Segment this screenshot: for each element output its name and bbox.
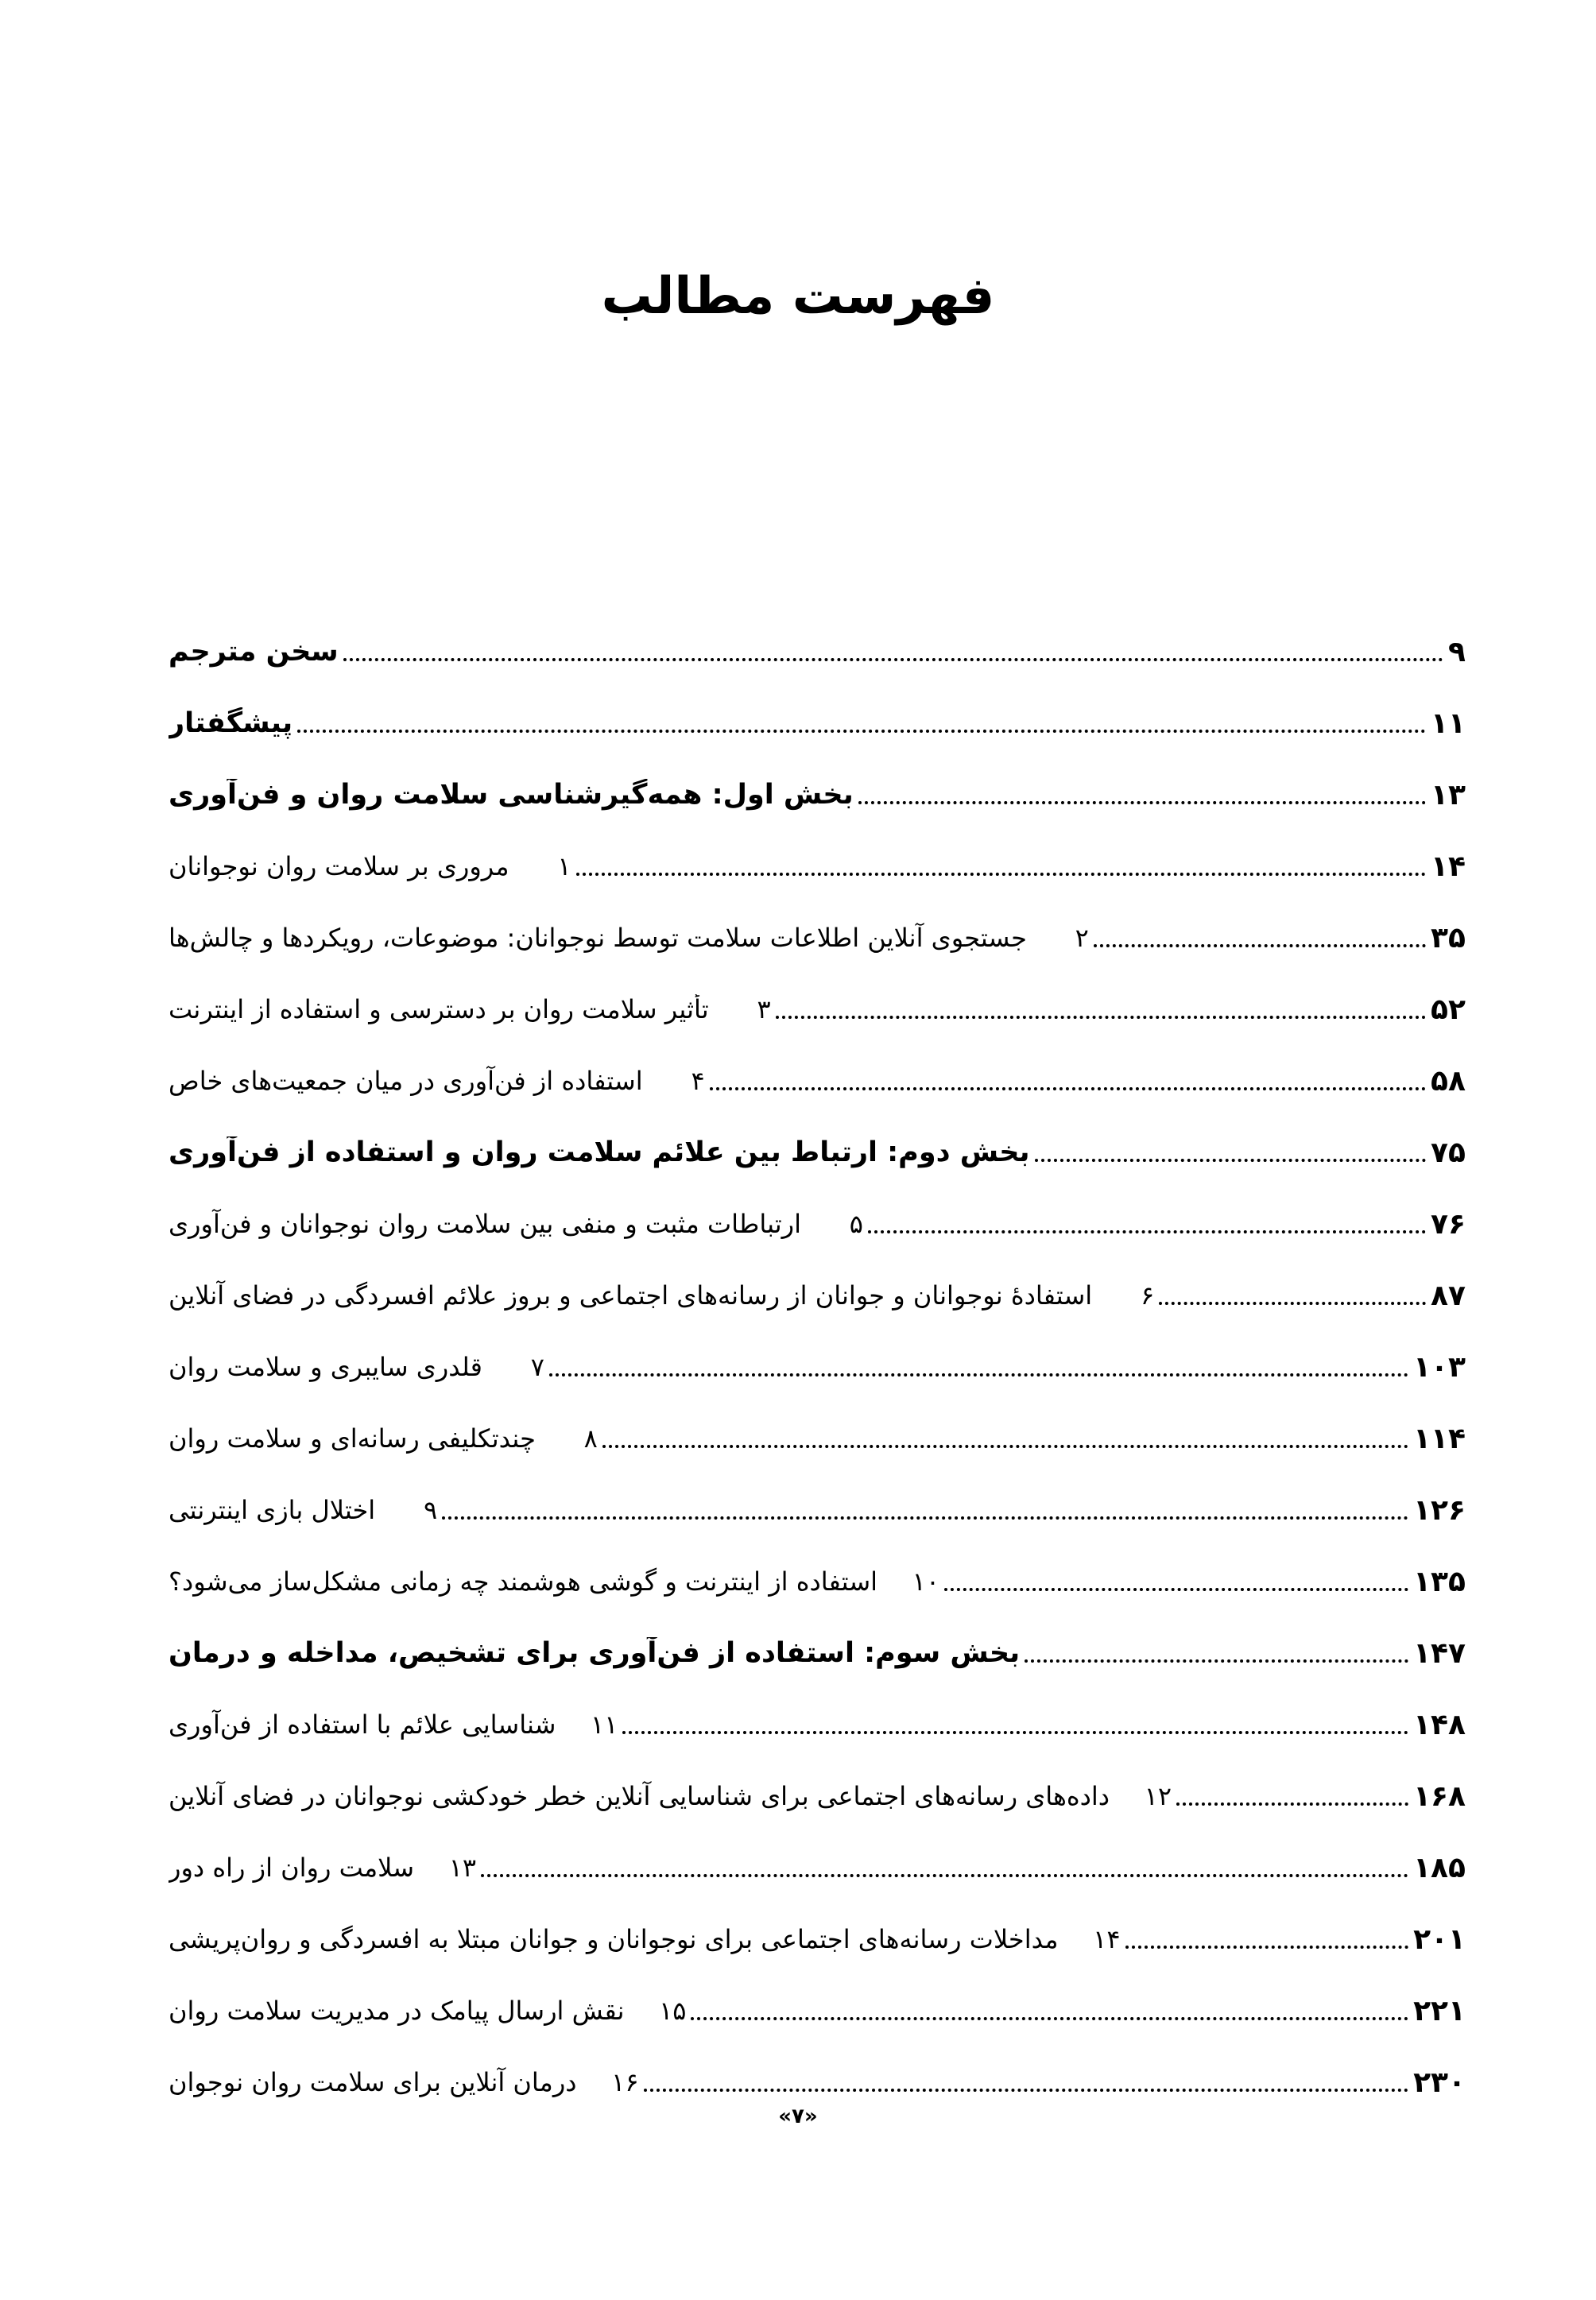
toc-entry-label [169, 1710, 618, 1740]
toc-entry-title: اختلال بازی اینترنتی [169, 1495, 376, 1525]
chapter-number: ۱ [557, 851, 571, 881]
toc-entry-title: قلدری سایبری و سلامت روان [169, 1352, 482, 1382]
page-number-footer: «۷» [778, 2104, 818, 2128]
toc-entry-title: بخش دوم: ارتباط بین علائم سلامت روان و استفاده از فن‌آوری [169, 1136, 1030, 1168]
toc-page-number: ۷۶ [1431, 1207, 1466, 1241]
toc-chapter-entry [169, 831, 1466, 902]
chapter-number: ۶ [1140, 1280, 1155, 1311]
toc-page-number: ۹ [1448, 635, 1466, 668]
dot-leader [442, 1516, 1408, 1520]
dot-leader [622, 1731, 1408, 1734]
toc-entry-label [169, 1423, 598, 1454]
toc-entry-label [169, 1781, 1172, 1811]
dot-leader [576, 873, 1426, 876]
chapter-number: ۱۰ [912, 1566, 940, 1597]
toc-entry-title: استفاده از اینترنت و گوشی هوشمند چه زمانی مشکل‌ساز می‌شود؟ [169, 1566, 878, 1597]
dot-leader [1176, 1802, 1408, 1806]
dot-leader [644, 2089, 1409, 2092]
chapter-number: ۲ [1075, 923, 1089, 953]
chapter-number: ۴ [691, 1066, 705, 1096]
toc-chapter-entry [169, 1832, 1466, 1903]
dot-leader [297, 730, 1426, 733]
toc-chapter-entry [169, 1975, 1466, 2046]
toc-chapter-entry [169, 1045, 1466, 1117]
page-title: فهرست مطالب [601, 266, 995, 326]
toc-entry-title: درمان آنلاین برای سلامت روان نوجوان [169, 2067, 577, 2097]
dot-leader [343, 658, 1443, 661]
toc-entry-title: پیشگفتار [169, 707, 293, 739]
toc-chapter-entry [169, 1903, 1466, 1975]
dot-leader [868, 1230, 1426, 1233]
toc-entry-label [169, 923, 1089, 953]
chapter-number: ۸ [583, 1423, 598, 1454]
toc-section-entry [169, 1117, 1466, 1188]
toc-page-number: ۱۴۷ [1413, 1636, 1466, 1670]
toc-entry-label [169, 1853, 476, 1883]
toc-entry-title: تأثیر سلامت روان بر دسترسی و استفاده از اینترنت [169, 994, 709, 1024]
toc-chapter-entry [169, 1260, 1466, 1331]
toc-entry-label [169, 636, 339, 668]
toc-entry-label [169, 851, 571, 881]
toc-entry-label [169, 1924, 1121, 1954]
toc-chapter-entry [169, 1689, 1466, 1760]
toc-page-number: ۵۸ [1431, 1064, 1466, 1098]
toc-page-number: ۱۱۴ [1413, 1422, 1466, 1455]
toc-entry-title: مروری بر سلامت روان نوجوانان [169, 851, 509, 881]
toc-entry-title: چندتکلیفی رسانه‌ای و سلامت روان [169, 1423, 536, 1454]
toc-entry-label [169, 1495, 437, 1525]
toc-entry-title: نقش ارسال پیامک در مدیریت سلامت روان [169, 1996, 625, 2026]
toc-entry-title: استفادهٔ نوجوانان و جوانان از رسانه‌های اجتماعی و بروز علائم افسردگی در فضای آنلاین [169, 1280, 1093, 1311]
toc-entry-title: سخن مترجم [169, 636, 339, 668]
toc-page-number: ۲۳۰ [1413, 2066, 1466, 2099]
toc-page-number: ۸۷ [1431, 1279, 1466, 1312]
toc-page-number: ۱۳۵ [1413, 1565, 1466, 1598]
dot-leader [1094, 944, 1426, 947]
toc-entry-title: مداخلات رسانه‌های اجتماعی برای نوجوانان و جوانان مبتلا به افسردگی و روان‌پریشی [169, 1924, 1059, 1954]
toc-chapter-entry [169, 902, 1466, 974]
toc-page-number: ۲۰۱ [1413, 1922, 1466, 1956]
chapter-number: ۱۶ [611, 2067, 639, 2097]
dot-leader [858, 801, 1426, 804]
toc-entry-label [169, 994, 771, 1024]
toc-section-entry [169, 687, 1466, 759]
toc-page-number: ۱۴۸ [1413, 1708, 1466, 1741]
toc-entry-title: بخش سوم: استفاده از فن‌آوری برای تشخیص، مداخله و درمان [169, 1637, 1021, 1669]
chapter-number: ۱۲ [1144, 1781, 1172, 1811]
toc-entry-title: استفاده از فن‌آوری در میان جمعیت‌های خاص [169, 1066, 643, 1096]
dot-leader [1125, 1946, 1409, 1949]
toc-chapter-entry [169, 1331, 1466, 1403]
toc-entry-label [169, 1280, 1154, 1311]
toc-entry-title: ارتباطات مثبت و منفی بین سلامت روان نوجوانان و فن‌آوری [169, 1209, 801, 1239]
toc-chapter-entry [169, 1188, 1466, 1260]
toc-section-entry [169, 759, 1466, 831]
toc-entry-title: جستجوی آنلاین اطلاعات سلامت توسط نوجوانان: موضوعات، رویکردها و چالش‌ها [169, 923, 1027, 953]
dot-leader [549, 1373, 1408, 1377]
dot-leader [710, 1087, 1426, 1090]
dot-leader [1025, 1659, 1408, 1663]
toc-entry-label [169, 1352, 544, 1382]
toc-page-number: ۱۱ [1431, 707, 1466, 740]
toc-section-entry [169, 616, 1466, 687]
table-of-contents [169, 616, 1466, 2118]
chapter-number: ۷ [530, 1352, 544, 1382]
chapter-number: ۱۱ [591, 1710, 618, 1740]
toc-chapter-entry [169, 1546, 1466, 1617]
chapter-number: ۱۵ [659, 1996, 687, 2026]
toc-chapter-entry [169, 1760, 1466, 1832]
chapter-number: ۳ [757, 994, 771, 1024]
dot-leader [944, 1588, 1408, 1591]
toc-chapter-entry [169, 974, 1466, 1045]
toc-page-number: ۱۴ [1431, 850, 1466, 883]
chapter-number: ۵ [849, 1209, 863, 1239]
toc-chapter-entry [169, 1403, 1466, 1474]
toc-page-number: ۱۲۶ [1413, 1493, 1466, 1527]
toc-entry-label [169, 1209, 863, 1239]
toc-entry-label [169, 707, 292, 739]
toc-entry-label [169, 1136, 1030, 1168]
toc-entry-label [169, 2067, 639, 2097]
toc-page-number: ۱۶۸ [1413, 1779, 1466, 1813]
chapter-number: ۱۳ [448, 1853, 477, 1883]
dot-leader [1035, 1159, 1426, 1162]
toc-page-number: ۱۳ [1431, 778, 1466, 811]
toc-entry-label [169, 1566, 939, 1597]
dot-leader [602, 1445, 1408, 1448]
toc-page-number: ۱۰۳ [1413, 1350, 1466, 1384]
toc-entry-label [169, 779, 854, 811]
toc-entry-label [169, 1996, 686, 2026]
toc-page-number: ۷۵ [1431, 1136, 1466, 1169]
toc-entry-label [169, 1637, 1020, 1669]
chapter-number: ۹ [423, 1495, 438, 1525]
toc-page-number: ۱۸۵ [1413, 1851, 1466, 1884]
toc-entry-title: شناسایی علائم با استفاده از فن‌آوری [169, 1710, 556, 1740]
toc-entry-title: بخش اول: همه‌گیرشناسی سلامت روان و فن‌آوری [169, 779, 854, 811]
toc-entry-title: داده‌های رسانه‌های اجتماعی برای شناسایی آنلاین خطر خودکشی نوجوانان در فضای آنلاین [169, 1781, 1110, 1811]
toc-section-entry [169, 1617, 1466, 1689]
chapter-number: ۱۴ [1093, 1924, 1121, 1954]
toc-page-number: ۵۲ [1431, 993, 1466, 1026]
toc-chapter-entry [169, 1474, 1466, 1546]
toc-entry-label [169, 1066, 705, 1096]
dot-leader [1159, 1302, 1426, 1305]
toc-entry-title: سلامت روان از راه دور [169, 1853, 415, 1883]
dot-leader [691, 2017, 1408, 2020]
toc-page-number: ۳۵ [1431, 921, 1466, 954]
toc-page-number: ۲۲۱ [1413, 1994, 1466, 2027]
dot-leader [481, 1874, 1408, 1877]
dot-leader [776, 1016, 1426, 1019]
